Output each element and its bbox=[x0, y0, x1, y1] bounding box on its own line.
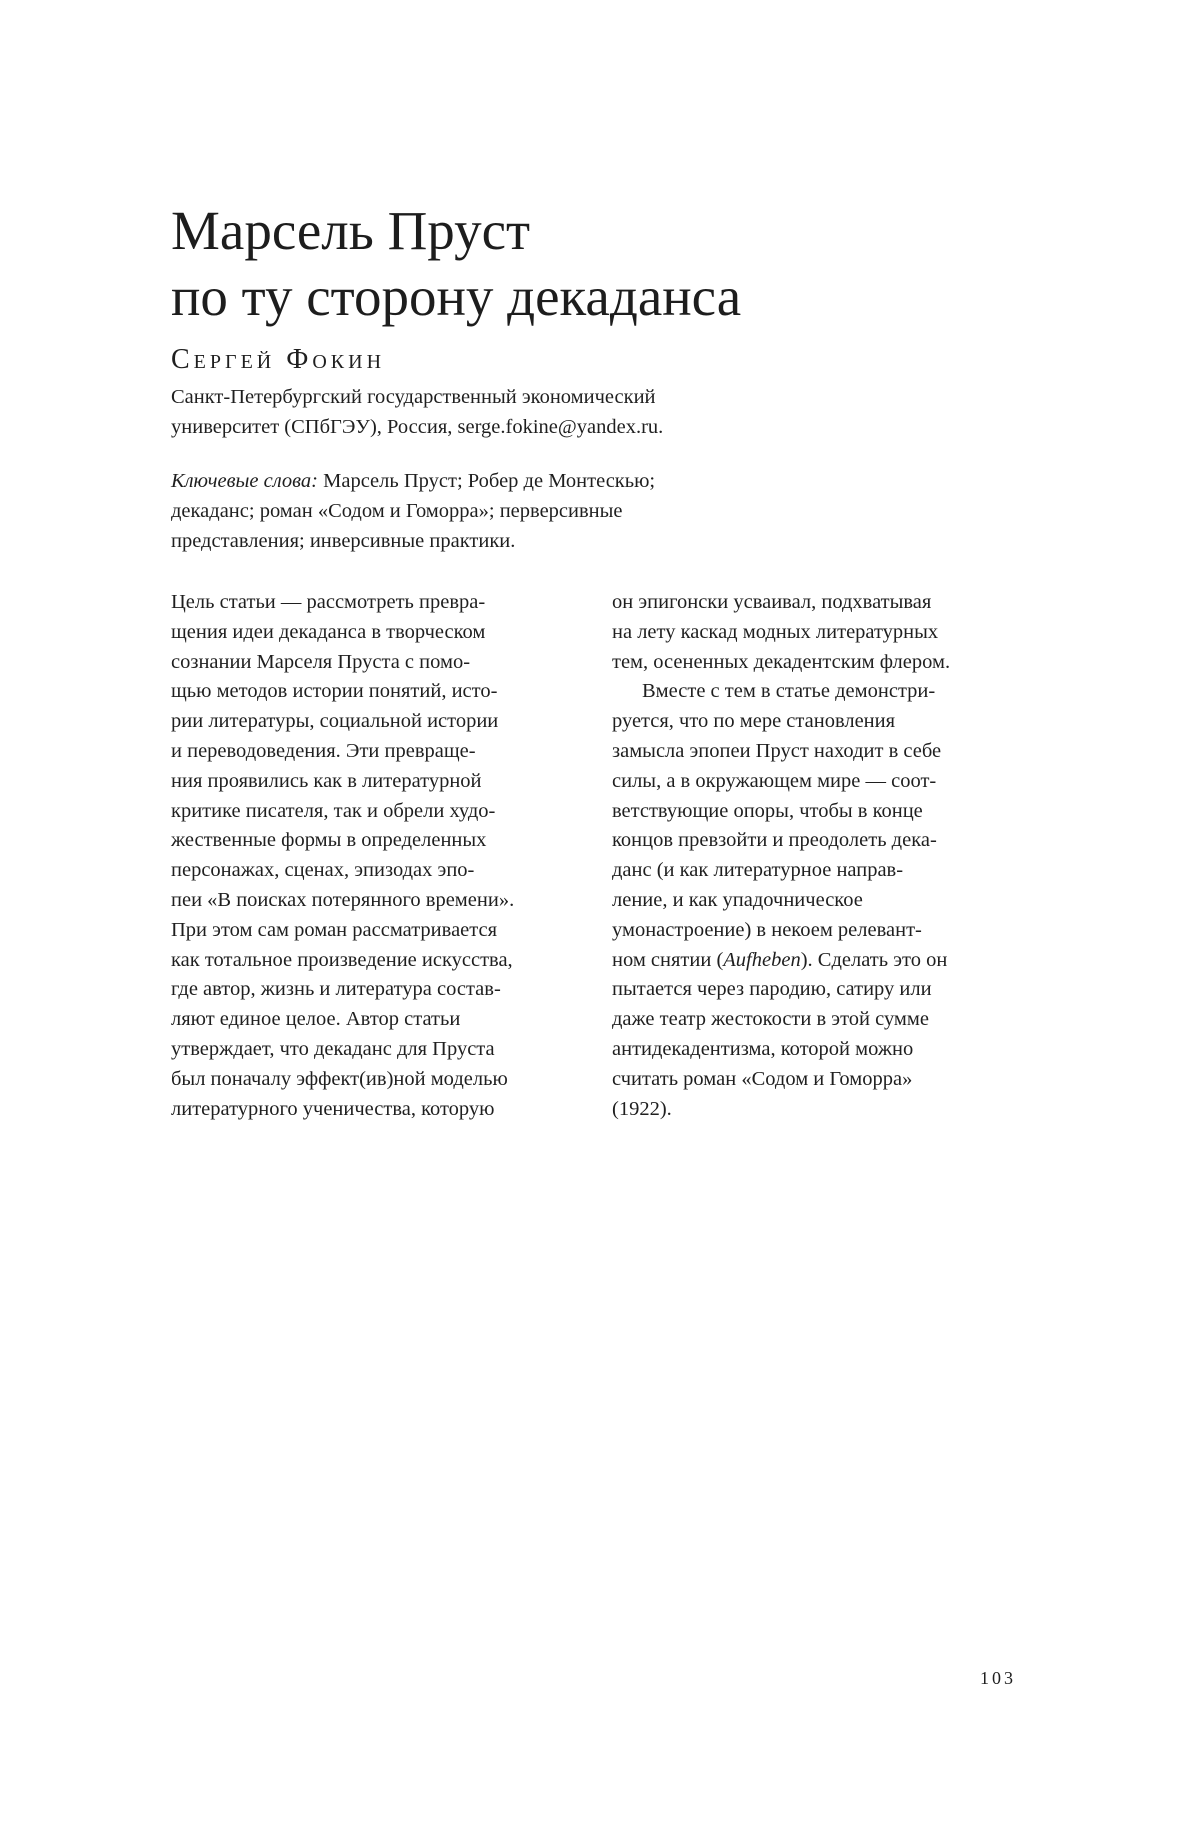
keywords-label: Ключевые слова: bbox=[171, 470, 318, 492]
abstract-paragraph-start: Вместе с тем в статье демонстри- bbox=[642, 680, 936, 703]
abstract-line: даже театр жестокости в этой сумме bbox=[612, 1008, 929, 1031]
abstract-line: щью методов истории понятий, исто- bbox=[171, 680, 498, 703]
abstract-line: жественные формы в определенных bbox=[171, 829, 487, 852]
abstract-line: ляют единое целое. Автор статьи bbox=[171, 1008, 461, 1031]
abstract-line: утверждает, что декаданс для Пруста bbox=[171, 1037, 495, 1060]
affiliation-line: университет (СПбГЭУ), Россия, serge.fokine@yandex.ru. bbox=[171, 416, 664, 438]
abstract-line: руется, что по мере становления bbox=[612, 710, 896, 733]
keywords-line bbox=[171, 466, 1031, 496]
abstract-line: пеи «В поисках потерянного времени». bbox=[171, 888, 515, 911]
abstract-line: данс (и как литературное направ- bbox=[612, 859, 904, 882]
article-title bbox=[171, 198, 1071, 330]
abstract-line: сознании Марселя Пруста с помо- bbox=[171, 650, 471, 673]
abstract-line: щения идеи декаданса в творческом bbox=[171, 620, 486, 643]
keywords-line: декаданс; роман «Содом и Гоморра»; перверсивные bbox=[171, 500, 623, 522]
affiliation-line: Санкт-Петербургский государственный экономический bbox=[171, 386, 656, 408]
abstract-line bbox=[612, 946, 1032, 976]
abstract-line: При этом сам роман рассматривается bbox=[171, 918, 497, 941]
abstract-line: тем, осененных декадентским флером. bbox=[612, 650, 951, 673]
abstract-line: был поначалу эффект(ив)ной моделью bbox=[171, 1067, 508, 1090]
abstract-line: антидекадентизма, которой можно bbox=[612, 1037, 914, 1060]
abstract-column-right bbox=[612, 588, 1032, 1124]
abstract-line: где автор, жизнь и литература состав- bbox=[171, 978, 501, 1001]
keywords-block bbox=[171, 466, 1031, 556]
abstract-line: пытается через пародию, сатиру или bbox=[612, 978, 932, 1001]
abstract-line: Цель статьи — рассмотреть превра- bbox=[171, 591, 486, 613]
abstract-line: он эпигонски усваивал, подхватывая bbox=[612, 591, 932, 613]
keywords-line: представления; инверсивные практики. bbox=[171, 530, 516, 552]
aufheben-term: Aufheben bbox=[723, 948, 801, 971]
page-number: 103 bbox=[980, 1668, 1016, 1688]
abstract-line: ление, и как упадочническое bbox=[612, 888, 863, 911]
abstract-line: и переводоведения. Эти превраще- bbox=[171, 739, 476, 762]
abstract-line: на лету каскад модных литературных bbox=[612, 620, 939, 643]
abstract-text: ). Сделать это он bbox=[800, 948, 948, 971]
author-affiliation bbox=[171, 382, 1031, 442]
abstract-column-left bbox=[171, 588, 591, 1124]
abstract-line: как тотальное произведение искусства, bbox=[171, 948, 513, 971]
abstract-line: рии литературы, социальной истории bbox=[171, 710, 499, 733]
abstract-line: концов превзойти и преодолеть дека- bbox=[612, 829, 937, 852]
abstract-line: замысла эпопеи Пруст находит в себе bbox=[612, 739, 942, 762]
abstract-line: считать роман «Содом и Гоморра» bbox=[612, 1067, 913, 1090]
article-title-line: по ту сторону декаданса bbox=[171, 266, 742, 327]
abstract-line: умонастроение) в некоем релевант- bbox=[612, 918, 922, 941]
keywords-text: Марсель Пруст; Робер де Монтескью; bbox=[318, 470, 656, 492]
abstract-line: силы, а в окружающем мире — соот- bbox=[612, 769, 937, 792]
abstract-line: критике писателя, так и обрели худо- bbox=[171, 799, 496, 822]
author-name: Сергей Фокин bbox=[171, 344, 386, 375]
abstract-line: ветствующие опоры, чтобы в конце bbox=[612, 799, 923, 822]
article-title-line: Марсель Пруст bbox=[171, 200, 531, 261]
abstract-text: ном снятии ( bbox=[612, 948, 724, 971]
abstract-line: персонажах, сценах, эпизодах эпо- bbox=[171, 859, 475, 882]
abstract-line: ния проявились как в литературной bbox=[171, 769, 482, 792]
abstract-line: литературного ученичества, которую bbox=[171, 1097, 495, 1120]
abstract-line: (1922). bbox=[612, 1097, 672, 1120]
